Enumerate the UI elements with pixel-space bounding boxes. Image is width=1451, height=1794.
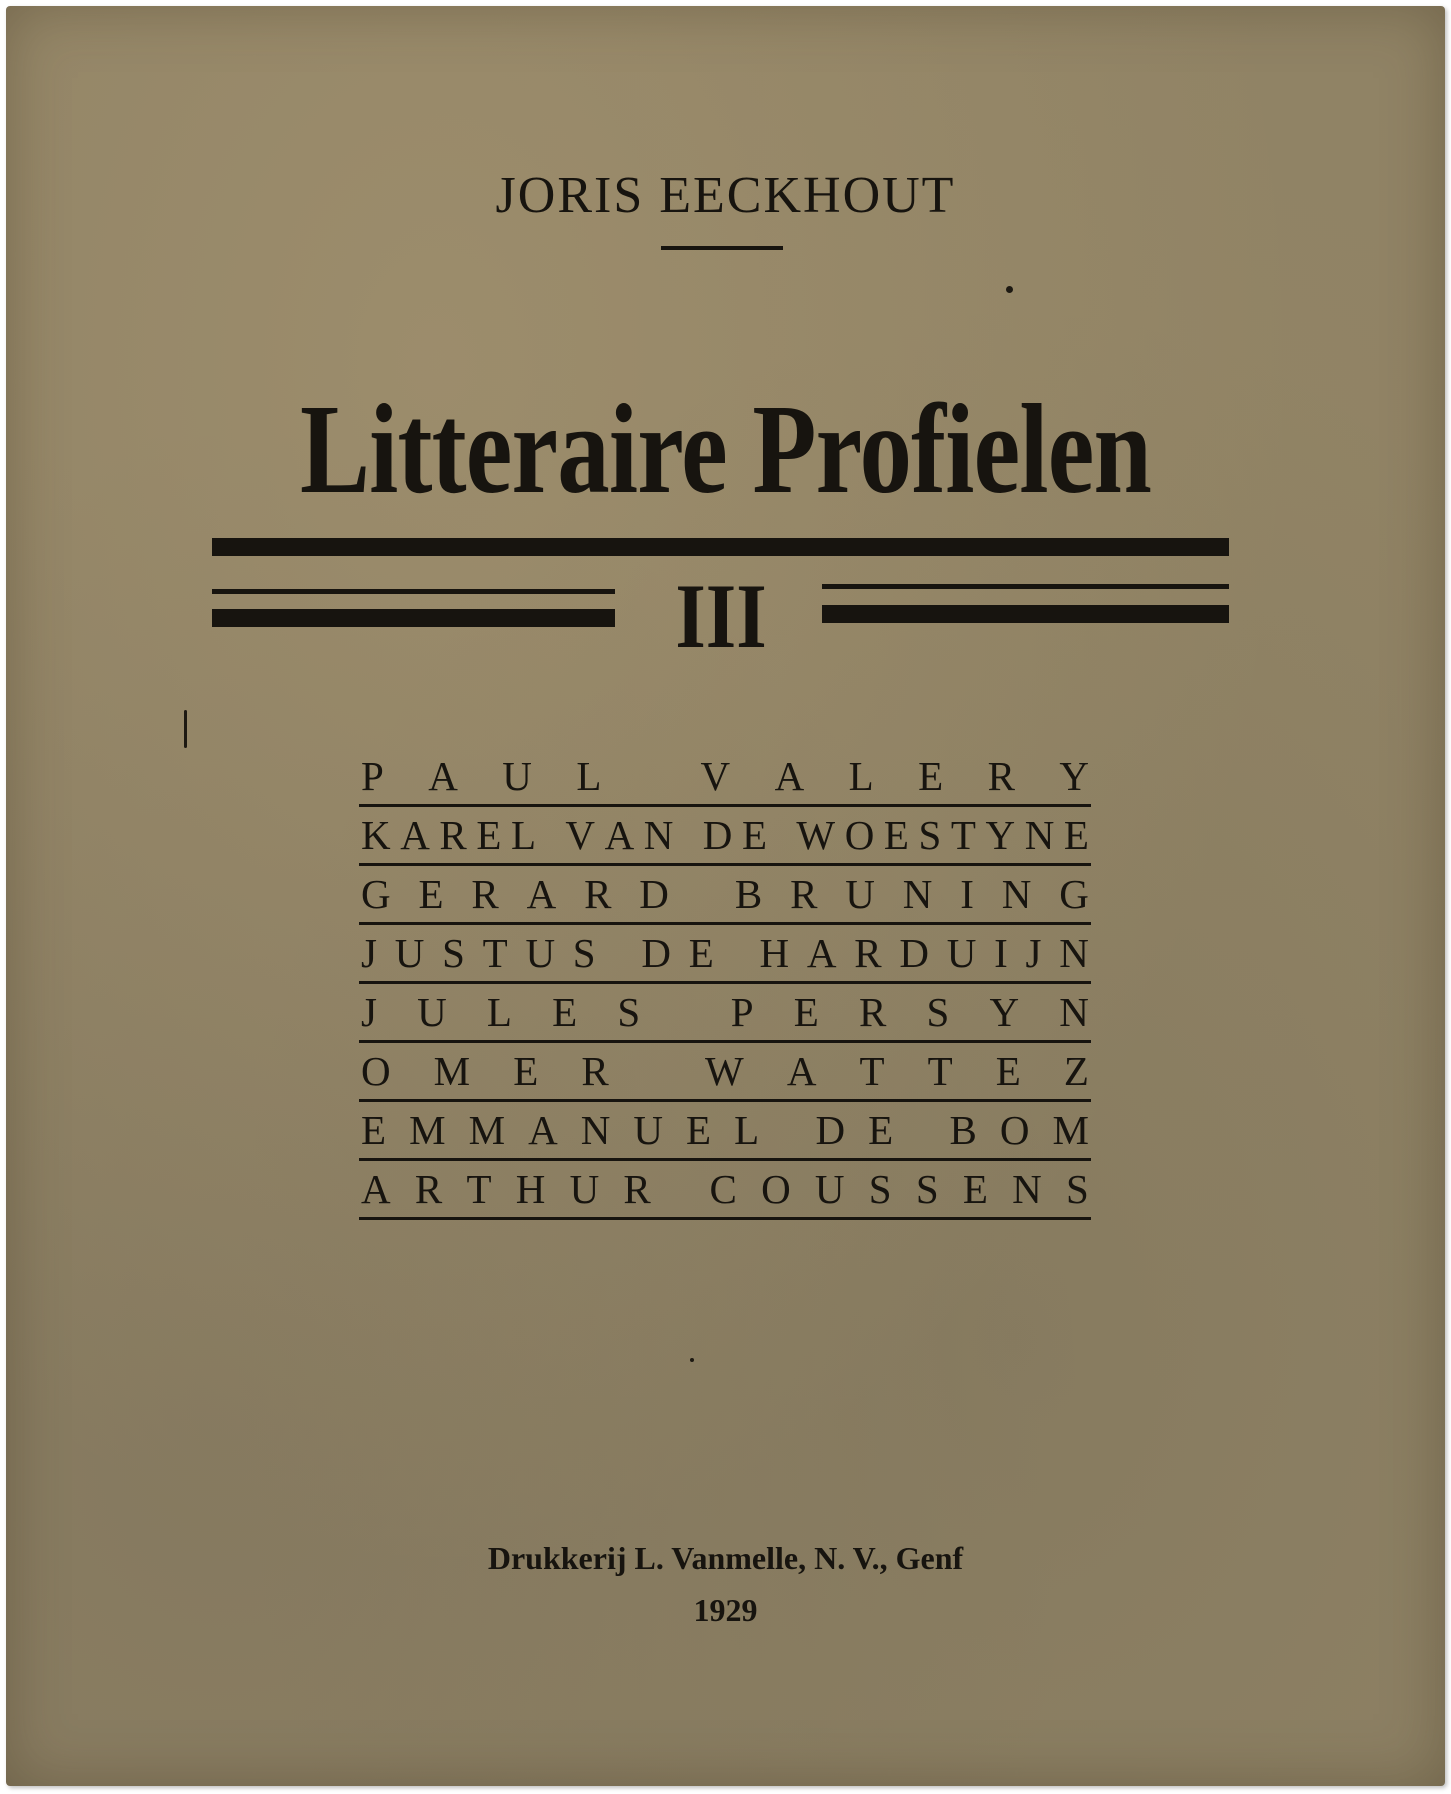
title-rule-right-thin <box>822 584 1229 589</box>
contents-item: A R T H U R C O U S S E N S <box>359 1161 1091 1220</box>
author-rule <box>661 246 783 250</box>
author-name: JORIS EECKHOUT <box>495 167 956 224</box>
contents-item: J U S T U S D E H A R D U I J N <box>359 925 1091 984</box>
book-title: Litteraire Profielen <box>299 378 1152 520</box>
paper-speck <box>1006 286 1013 293</box>
contents-item: E M M A N U E L D E B O M <box>359 1102 1091 1161</box>
title-rule-left-thin <box>212 589 615 594</box>
book-cover <box>6 6 1445 1786</box>
contents-item: G E R A R D B R U N I N G <box>359 866 1091 925</box>
contents-item: P A U L V A L E R Y <box>359 748 1091 807</box>
printer-line: Drukkerij L. Vanmelle, N. V., Genf <box>487 1540 964 1576</box>
contents-list <box>359 748 1091 1220</box>
paper-speck <box>184 710 187 748</box>
title-rule-top <box>212 538 1229 556</box>
contents-item: O M E R W A T T E Z <box>359 1043 1091 1102</box>
title-rule-left-thick <box>212 609 615 627</box>
contents-item: K A R E L V A N D E W O E S T Y N E <box>359 807 1091 866</box>
contents-item: J U L E S P E R S Y N <box>359 984 1091 1043</box>
publication-year: 1929 <box>693 1592 758 1628</box>
volume-number: III <box>675 565 767 667</box>
paper-speck <box>690 1358 694 1362</box>
title-rule-right-thick <box>822 605 1229 623</box>
